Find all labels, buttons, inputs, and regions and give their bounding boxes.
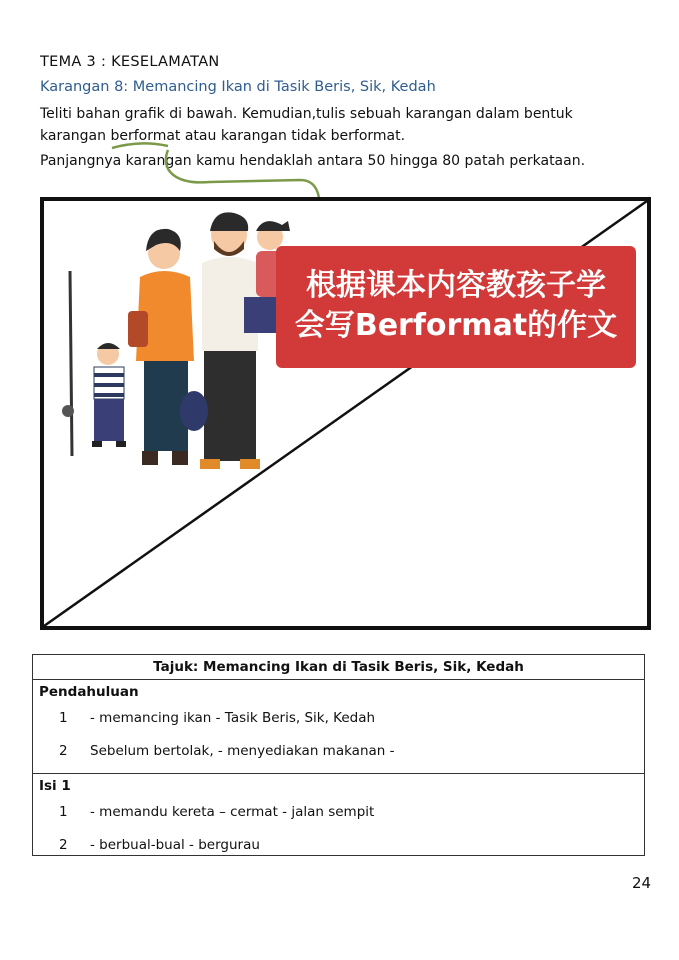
banner-line-2: 会写Berformat的作文 [294,308,618,343]
row-number: 1 [59,710,68,726]
row-number: 2 [59,743,68,759]
outline-section-body [33,778,644,862]
promo-banner [276,246,636,368]
outline-section-intro [33,684,644,774]
outline-title: Tajuk: Memancing Ikan di Tasik Beris, Sik, Kedah [33,655,644,680]
outline-row [33,735,644,768]
essay-outline-table [32,654,645,856]
illustration-frame [40,197,651,630]
page-number: 24 [632,874,652,892]
row-number: 2 [59,837,68,853]
outline-row [33,829,644,862]
instruction-line-1: Teliti bahan grafik di bawah. Kemudian,tulis sebuah karangan dalam bentuk [40,106,573,122]
row-text: Sebelum bertolak, - menyediakan makanan - [90,743,395,759]
row-text: - berbual-bual - bergurau [90,837,260,853]
composition-subtitle: Karangan 8: Memancing Ikan di Tasik Beris, Sik, Kedah [40,79,436,95]
section-label: Isi 1 [39,778,71,794]
theme-title: TEMA 3 : KESELAMATAN [40,54,220,70]
instruction-line-2: karangan berformat atau karangan tidak berformat. [40,128,406,144]
instruction-line-3: Panjangnya karangan kamu hendaklah antara 50 hingga 80 patah perkataan. [40,153,586,169]
row-text: - memancing ikan - Tasik Beris, Sik, Kedah [90,710,376,726]
section-label: Pendahuluan [39,684,139,700]
family-illustration-icon [62,212,290,469]
banner-line-1: 根据课本内容教孩子学 [306,268,606,303]
outline-row [33,796,644,829]
outline-row [33,702,644,735]
row-number: 1 [59,804,68,820]
row-text: - memandu kereta – cermat - jalan sempit [90,804,375,820]
